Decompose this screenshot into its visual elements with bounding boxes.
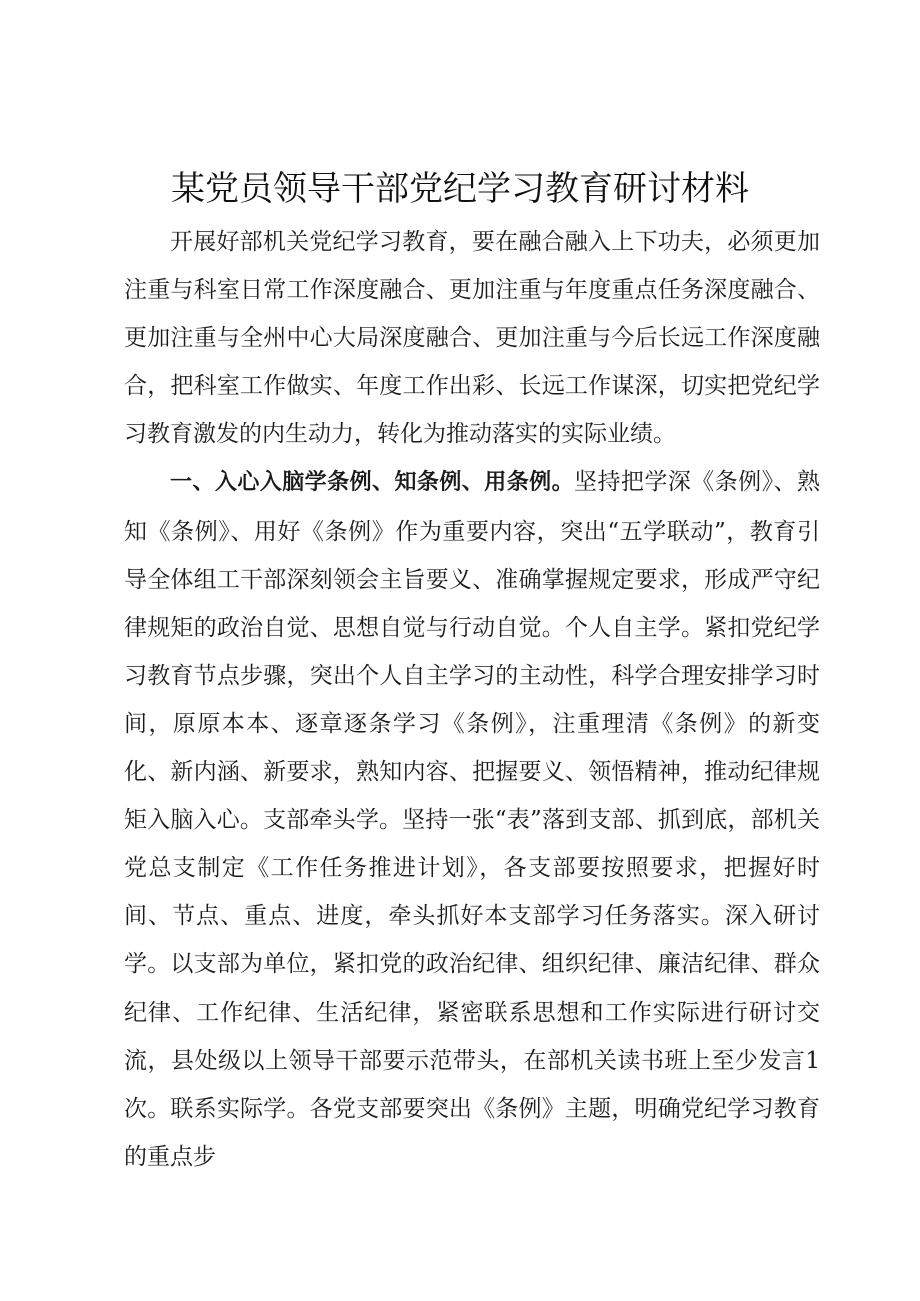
paragraph-text: 开展好部机关党纪学习教育，要在融合融入上下功夫，必须更加注重与科室日常工作深度融合、更加注重与年度重点任务深度融合、更加注重与全州中心大局深度融合、更加注重与今后长远工作深度融合，把科室工作做实、年度工作出彩、长远工作谋深，切实把党纪学习教育激发的内生动力，转化为推动落实的实际业绩。 — [124, 229, 820, 448]
paragraph-text: 坚持把学深《条例》、熟知《条例》、用好《条例》作为重要内容，突出“五学联动”，教育引导全体组工干部深刻领会主旨要义、准确掌握规定要求，形成严守纪律规矩的政治自觉、思想自觉与行动自觉。个人自主学。紧扣党纪学习教育节点步骤，突出个人自主学习的主动性，科学合理安排学习时间，原原本本、逐章逐条学习《条例》，注重理清《条例》的新变化、新内涵、新要求，熟知内容、把握要义、领悟精神，推动纪律规矩入脑入心。支部牵头学。坚持一张“表”落到支部、抓到底，部机关党总支制定《工作任务推进计划》，各支部要按照要求，把握好时间、节点、重点、进度，牵头抓好本支部学习任务落实。深入研讨学。以支部为单位，紧扣党的政治纪律、组织纪律、廉洁纪律、群众纪律、工作纪律、生活纪律，紧密联系思想和工作实际进行研讨交流，县处级以上领导干部要示范带头，在部机关读书班上至少发言1次。联系实际学。各党支部要突出《条例》主题，明确党纪学习教育的重点步 — [124, 469, 820, 1170]
paragraph-section-one — [124, 458, 820, 1180]
document-body — [124, 218, 820, 1181]
section-heading: 一、入心入脑学条例、知条例、用条例。 — [170, 470, 575, 496]
document-title: 某党员领导干部党纪学习教育研讨材料 — [171, 169, 749, 209]
paragraph-intro — [124, 218, 820, 458]
